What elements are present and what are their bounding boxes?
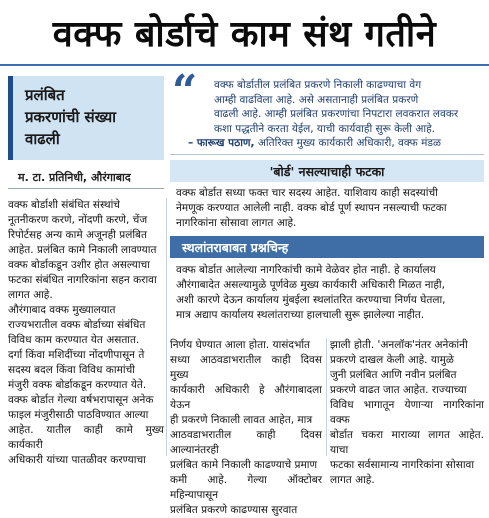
body-line: विविध काम करण्यात येत असतात. [8, 334, 140, 346]
body-line: दर्गा किंवा मशिदींच्या नोंदणीपासून ते [8, 349, 145, 361]
quote-line: वक्फ बोर्डातील प्रलंबित प्रकरणे निकाली काढण्याचा वेग [214, 79, 422, 91]
body-line: मंजुरी वक्फ बोर्डाकडून करण्यात येते. [8, 379, 147, 391]
body-line: प्रकरणे दाखल केली आहे. यामुळे [330, 354, 454, 366]
body-line: सदस्य बदल किंवा विविध कामांची [8, 364, 135, 376]
section-board-text [176, 186, 480, 231]
column-divider [326, 338, 327, 456]
body-line: कमी आहे. गेल्या ऑक्टोबर महिन्यापासून [170, 474, 322, 501]
column-divider [166, 198, 167, 456]
body-line: आहेत. प्रलंबित कामे निकाली लावण्यात [8, 244, 157, 256]
body-line: राज्यभरातील वक्फ बोर्डाच्या संबंधित [8, 319, 146, 331]
body-line: प्रलंबित कामे निकाली काढण्याचे प्रमाण [170, 459, 318, 471]
section-transfer-line: अशी कारणे देऊन कार्यालय मुंबईला स्थलांतरित करण्याचा निर्णय घेतला, [176, 294, 446, 306]
body-line: लागत आहे. [330, 474, 375, 486]
quote-mark-icon: “ [172, 66, 198, 117]
body-line: निर्णय घेण्यात आला होता. यासंदर्भात [170, 339, 311, 351]
body-line: फाइल मंजुरीसाठी पाठविण्यात आल्या [8, 409, 149, 421]
quote-text [214, 78, 484, 136]
section-board-line: वक्फ बोर्डात सध्या फक्त चार सदस्य आहेत. याशिवाय काही सदस्यांची [176, 187, 438, 199]
section-transfer-title: स्थलांतराबाबत प्रश्नचिन्ह [170, 236, 484, 258]
body-line: झाली होती. 'अनलॉक'नंतर अनेकांनी [330, 339, 468, 351]
quote-line: कशा पद्धतीने करता येईल, याची कार्यवाही सुरू केली आहे. [214, 122, 436, 135]
quote-line: आम्ही वाढविला आहे. असे असतानाही प्रलंबित प्रकरणे [214, 93, 419, 106]
section-transfer-line: औरंगाबादेत असल्यामुळे पूर्णवेळ मुख्य कार्यकारी अधिकारी मिळत नाही, [176, 279, 445, 291]
body-line: सध्या आठवडाभरातील काही दिवस मुख्य [170, 354, 322, 381]
body-line: रिपोर्टसह अन्य कामे अजूनही प्रलंबित [8, 229, 148, 241]
subheading-line: प्रकरणांची संख्या [25, 108, 117, 126]
body-line: बोर्डात चकरा माराव्या लागत आहेत. याचा [330, 429, 484, 456]
body-column-1 [8, 198, 164, 468]
subheading-line: वाढली [25, 130, 60, 148]
body-line: फटका सर्वसामान्य नागरिकांना सोसावा [330, 459, 475, 471]
body-line: प्रलंबित प्रकरणे काढण्यास सुरवात [170, 504, 298, 516]
subheading-line: प्रलंबित [25, 86, 65, 104]
body-line: फटका संबंधित नागरिकांना सहन करावा [8, 274, 157, 286]
body-line: नूतनीकरण करणे, नोंदणी करणे, चेंज [8, 214, 148, 226]
body-line: औरंगाबाद वक्फ मुख्यालयात [8, 304, 116, 316]
divider [170, 154, 484, 155]
section-transfer-text [176, 263, 480, 323]
section-board-line: नागरिकांना सोसावा लागत आहे. [176, 217, 297, 229]
body-line: विविध भागातून येणाऱ्या नागरिकांना वक्फ [330, 399, 484, 426]
headline: वक्फ बोर्डाचे काम संथ गतीने [0, 0, 489, 66]
quote-attribution-title: अतिरिक्त मुख्य कार्यकारी अधिकारी, वक्फ मंडळ [254, 137, 441, 149]
body-line: आठवडाभरातील काही दिवस आल्यानंतरही [170, 429, 322, 456]
quote-attribution [188, 136, 484, 150]
divider [8, 188, 164, 189]
body-line: लागत आहे. [8, 289, 53, 301]
body-line: वक्फ बोर्डाशी संबंधित संस्थांचे [8, 199, 120, 211]
section-board-line: नेमणूक करण्यात आलेली नाही. वक्फ बोर्ड पूर्ण स्थापन नसल्याची फटका [176, 202, 447, 214]
body-line: अधिकारी यांच्या पातळीवर करण्याचा [8, 454, 146, 466]
quote-line: वाढली आहे. आम्ही प्रलंबित प्रकरणांचा निपटारा लवकरात लवकर [214, 108, 459, 120]
quote-attribution-name: – फारूख पठाण, [188, 137, 255, 149]
section-board-title: 'बोर्ड' नसल्याचाही फटका [170, 160, 484, 182]
body-line: वक्फ बोर्डाकडून उशीर होत असल्याचा [8, 259, 150, 271]
body-line: कार्यकारी अधिकारी हे औरंगाबादला येऊन [170, 384, 322, 411]
body-column-3 [330, 338, 484, 488]
body-column-2 [170, 338, 322, 518]
body-line: प्रकरणे वाढत जात आहेत. राज्याच्या [330, 384, 467, 396]
section-transfer-line: मात्र अद्याप कार्यालय स्थलांतराच्या हालचाली सुरू झालेल्या नाहीत. [176, 309, 425, 321]
body-line: ही प्रकरणे निकाली लावत आहेत, मात्र [170, 414, 313, 426]
body-line: वक्फ बोर्डात गेल्या वर्षभरापासून अनेक [8, 394, 154, 406]
section-transfer-line: वक्फ बोर्डात आलेल्या नागरिकांची कामे वेळेवर होत नाही. हे कार्यालय [176, 264, 436, 276]
subheading-box [8, 76, 164, 160]
byline: म. टा. प्रतिनिधी, औरंगाबाद [18, 171, 131, 184]
body-line: आहेत. यातील काही कामे मुख्य कार्यकारी [8, 424, 164, 451]
body-line: जुनी प्रलंबित आणि नवीन प्रलंबित [330, 369, 457, 381]
